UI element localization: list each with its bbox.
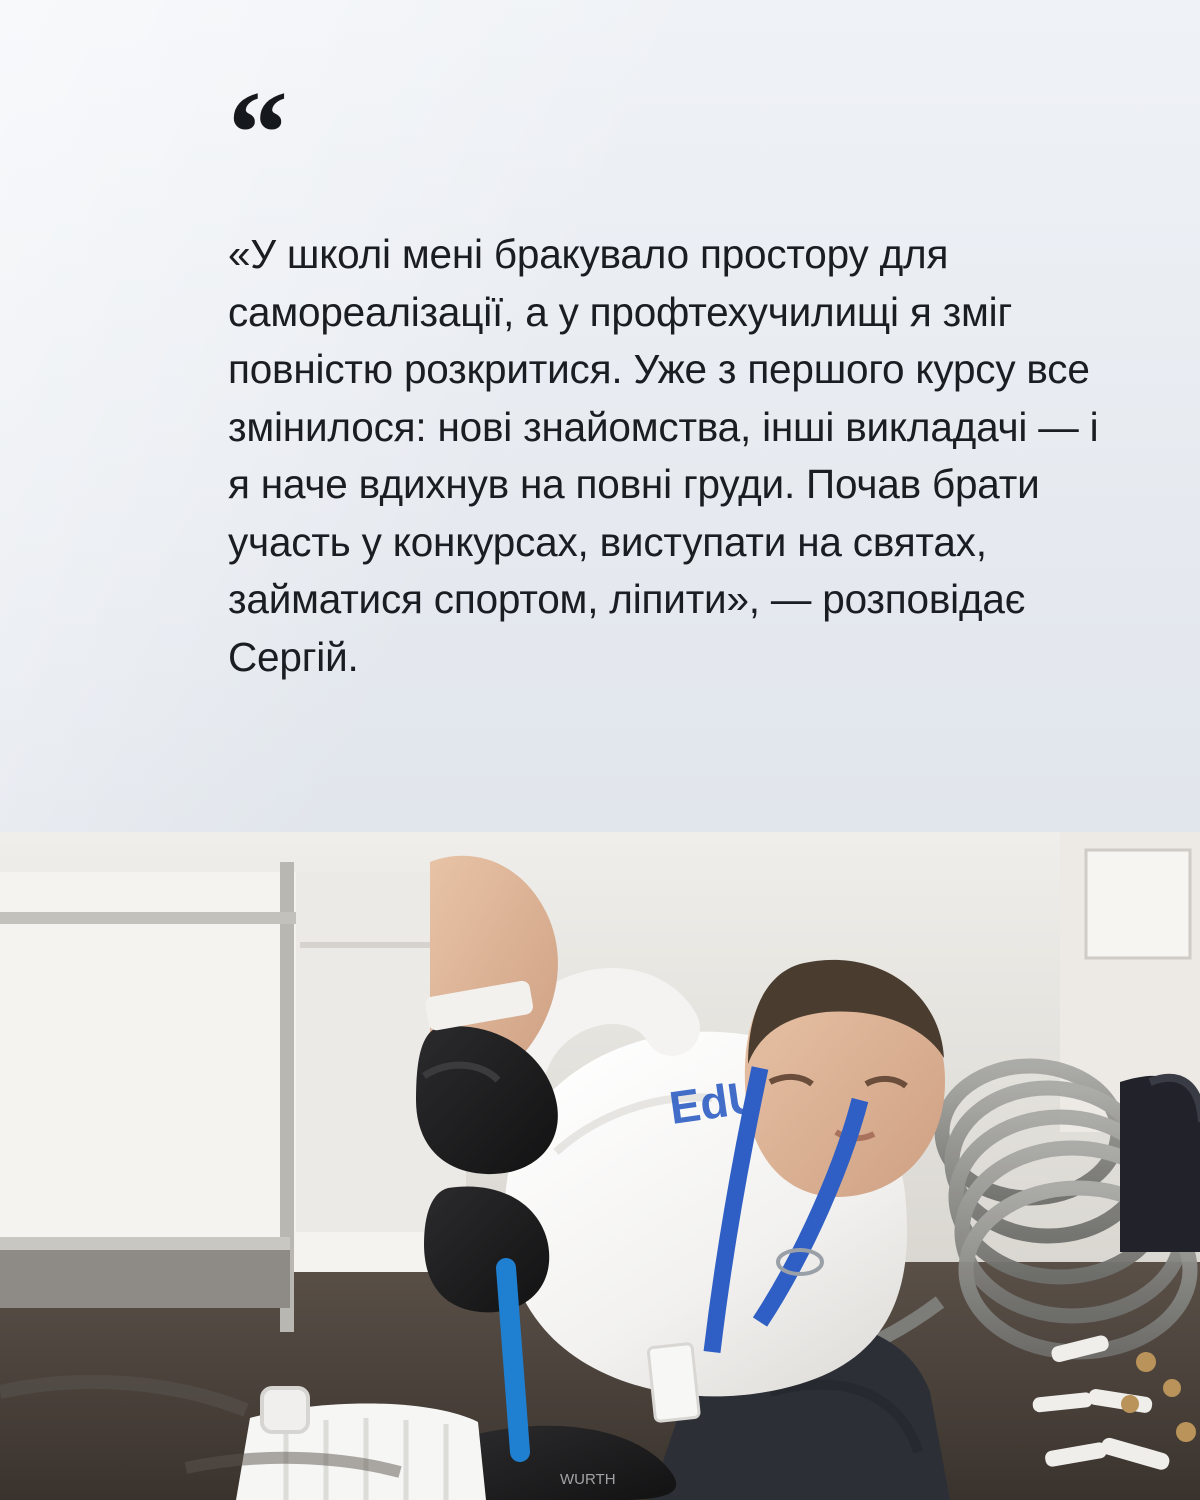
quote-text: «У школі мені бракувало простору для самореалізації, а у профтехучилищі я зміг повністю розкритися. Уже з першого курсу все змінилося: нові знайомства, інші викладачі — і я наче вдихнув на повні груди. Почав брати участь у конкурсах, виступати на святах, займатися спортом, ліпити», — розповідає Сергій. bbox=[228, 231, 1099, 680]
svg-text:WURTH: WURTH bbox=[560, 1471, 616, 1488]
quote-block bbox=[228, 66, 1148, 686]
svg-text:EdU: EdU bbox=[666, 1069, 765, 1134]
quote-mark-icon: “ bbox=[228, 66, 286, 199]
photo-section bbox=[0, 832, 1200, 1500]
